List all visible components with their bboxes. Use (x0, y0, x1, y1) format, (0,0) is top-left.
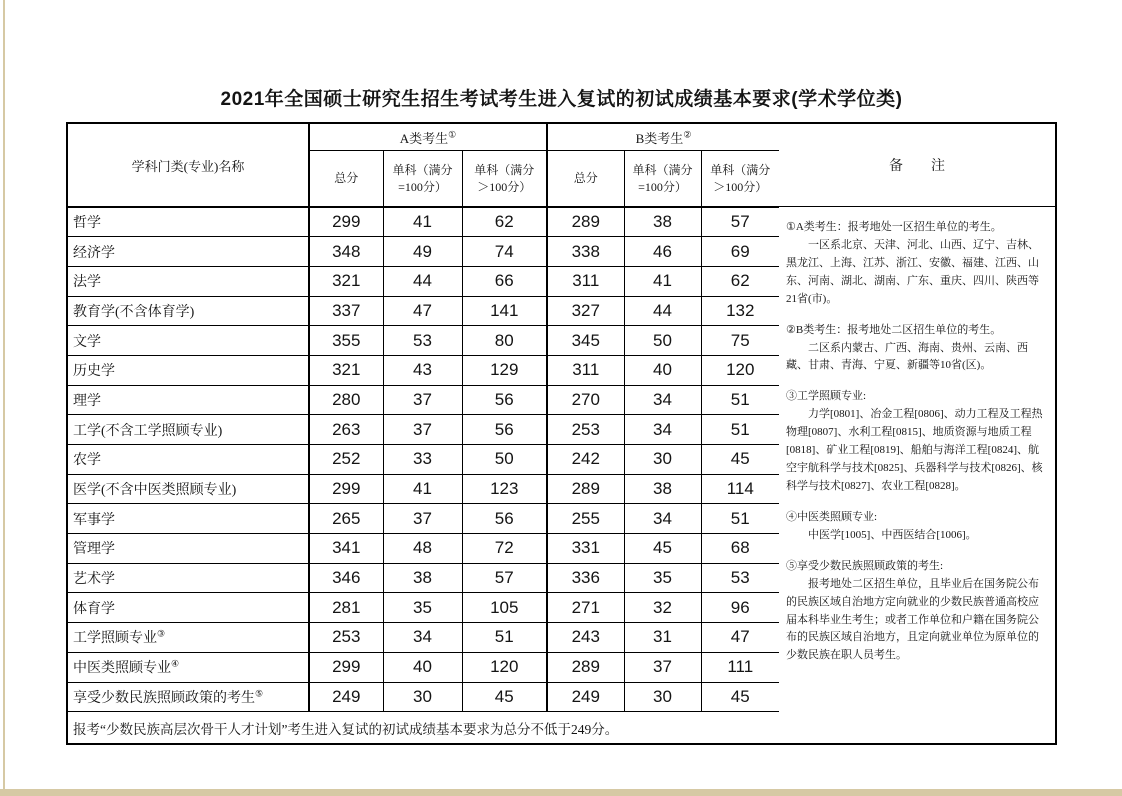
subject-name: 艺术学 (67, 563, 309, 593)
note-block-1 (786, 219, 1047, 309)
score-value: 74 (462, 237, 547, 267)
table-row (67, 652, 780, 682)
score-value: 289 (547, 474, 624, 504)
score-value: 114 (701, 474, 780, 504)
col-header-b-total: 总分 (547, 151, 624, 208)
score-value: 38 (624, 207, 701, 237)
table-row (67, 623, 780, 653)
col-header-a-total: 总分 (309, 151, 383, 208)
score-value: 56 (462, 504, 547, 534)
score-value: 270 (547, 385, 624, 415)
score-value: 327 (547, 296, 624, 326)
score-value: 30 (624, 682, 701, 712)
group-a-header (309, 123, 547, 151)
note-title: ③工学照顾专业: (786, 390, 867, 403)
score-value: 37 (383, 415, 462, 445)
score-value: 53 (701, 563, 780, 593)
table-row (67, 445, 780, 475)
page-edge-line-left (3, 0, 5, 796)
col-header-a-single100: 单科（满分 =100分） (383, 151, 462, 208)
score-value: 46 (624, 237, 701, 267)
subject-name: 享受少数民族照顾政策的考生⑤ (67, 682, 309, 712)
table-row (67, 593, 780, 623)
score-value: 66 (462, 266, 547, 296)
score-value: 57 (701, 207, 780, 237)
score-value: 50 (624, 326, 701, 356)
score-value: 32 (624, 593, 701, 623)
note-block-4 (786, 509, 1047, 545)
score-table (66, 122, 781, 745)
note-block-2 (786, 322, 1047, 376)
col-header-b-single100: 单科（满分 =100分） (624, 151, 701, 208)
table-row (67, 355, 780, 385)
table-row (67, 682, 780, 712)
note-text: 一区系北京、天津、河北、山西、辽宁、吉林、黑龙江、上海、江苏、浙江、安徽、福建、江西、山东、河南、湖北、湖南、广东、重庆、四川、陕西等21省(市)。 (786, 238, 1039, 305)
score-value: 62 (701, 266, 780, 296)
subject-name: 医学(不含中医类照顾专业) (67, 474, 309, 504)
group-b-label: B类考生 (635, 130, 684, 146)
score-value: 34 (383, 623, 462, 653)
score-value: 51 (701, 504, 780, 534)
score-value: 51 (701, 385, 780, 415)
subject-name: 经济学 (67, 237, 309, 267)
score-value: 47 (701, 623, 780, 653)
score-value: 30 (624, 445, 701, 475)
col-header-b-single-over100: 单科（满分 ＞100分） (701, 151, 780, 208)
score-value: 263 (309, 415, 383, 445)
score-value: 321 (309, 355, 383, 385)
score-value: 289 (547, 652, 624, 682)
table-row (67, 385, 780, 415)
score-value: 265 (309, 504, 383, 534)
score-value: 37 (624, 652, 701, 682)
score-value: 72 (462, 534, 547, 564)
subject-name: 管理学 (67, 534, 309, 564)
score-value: 41 (624, 266, 701, 296)
score-value: 129 (462, 355, 547, 385)
remark-header: 备 注 (779, 124, 1055, 207)
score-table-header (67, 123, 780, 207)
score-value: 348 (309, 237, 383, 267)
score-value: 132 (701, 296, 780, 326)
footnote-marker: ⑤ (255, 688, 264, 699)
score-value: 34 (624, 385, 701, 415)
score-value: 80 (462, 326, 547, 356)
score-value: 57 (462, 563, 547, 593)
score-value: 69 (701, 237, 780, 267)
table-row (67, 534, 780, 564)
note-block-3 (786, 388, 1047, 496)
note-block-5 (786, 558, 1047, 666)
table-row (67, 504, 780, 534)
score-value: 289 (547, 207, 624, 237)
score-value: 338 (547, 237, 624, 267)
footer-row (67, 712, 780, 745)
score-value: 68 (701, 534, 780, 564)
score-value: 51 (701, 415, 780, 445)
subject-name: 文学 (67, 326, 309, 356)
subject-name: 理学 (67, 385, 309, 415)
subject-name: 军事学 (67, 504, 309, 534)
score-value: 45 (462, 682, 547, 712)
table-row (67, 266, 780, 296)
score-value: 120 (701, 355, 780, 385)
score-value: 44 (624, 296, 701, 326)
score-value: 321 (309, 266, 383, 296)
score-value: 45 (701, 445, 780, 475)
score-value: 40 (624, 355, 701, 385)
score-value: 41 (383, 474, 462, 504)
score-value: 31 (624, 623, 701, 653)
score-value: 53 (383, 326, 462, 356)
score-value: 123 (462, 474, 547, 504)
minority-plan-note: 报考“少数民族高层次骨干人才计划”考生进入复试的初试成绩基本要求为总分不低于249分。 (67, 712, 780, 745)
table-row (67, 415, 780, 445)
score-value: 120 (462, 652, 547, 682)
score-value: 48 (383, 534, 462, 564)
score-value: 35 (383, 593, 462, 623)
score-value: 242 (547, 445, 624, 475)
subject-name: 法学 (67, 266, 309, 296)
score-value: 34 (624, 415, 701, 445)
table-row (67, 474, 780, 504)
note-title: ②B类考生：报考地处二区招生单位的考生。 (786, 323, 1002, 336)
score-value: 299 (309, 207, 383, 237)
score-value: 253 (547, 415, 624, 445)
score-value: 56 (462, 385, 547, 415)
score-value: 50 (462, 445, 547, 475)
score-value: 44 (383, 266, 462, 296)
score-value: 341 (309, 534, 383, 564)
score-value: 75 (701, 326, 780, 356)
note-text: 力学[0801]、冶金工程[0806]、动力工程及工程热物理[0807]、水利工程[0815]、地质资源与地质工程[0818]、矿业工程[0819]、船舶与海洋工程[0824]、航空宇航科学与技术[0825]、兵器科学与技术[0826]、核科学与技术[0827]、农业工程[0828]。 (786, 408, 1043, 492)
subject-name: 哲学 (67, 207, 309, 237)
note-title: ⑤享受少数民族照顾政策的考生: (786, 559, 944, 572)
subject-name: 体育学 (67, 593, 309, 623)
table-row (67, 207, 780, 237)
score-value: 38 (383, 563, 462, 593)
score-value: 56 (462, 415, 547, 445)
score-value: 38 (624, 474, 701, 504)
score-value: 249 (547, 682, 624, 712)
table-row (67, 296, 780, 326)
score-value: 253 (309, 623, 383, 653)
note-title: ④中医类照顾专业: (786, 510, 878, 523)
note-title: ①A类考生：报考地处一区招生单位的考生。 (786, 221, 1002, 233)
score-value: 141 (462, 296, 547, 326)
score-value: 271 (547, 593, 624, 623)
score-value: 45 (624, 534, 701, 564)
score-value: 30 (383, 682, 462, 712)
subject-name: 工学(不含工学照顾专业) (67, 415, 309, 445)
score-value: 37 (383, 504, 462, 534)
score-value: 280 (309, 385, 383, 415)
footnote-marker: ③ (157, 628, 166, 639)
col-header-a-single-over100: 单科（满分 ＞100分） (462, 151, 547, 208)
score-value: 299 (309, 652, 383, 682)
note-text: 报考地处二区招生单位，且毕业后在国务院公布的民族区域自治地方定向就业的少数民族普通高校应届本科毕业生考生；或者工作单位和户籍在国务院公布的民族区域自治地方，且定向就业单位为原单位的少数民族在职人员考生。 (786, 577, 1039, 662)
subject-name: 历史学 (67, 355, 309, 385)
score-value: 51 (462, 623, 547, 653)
remark-column (779, 122, 1057, 745)
note-text: 中医学[1005]、中西医结合[1006]。 (808, 528, 977, 541)
score-value: 281 (309, 593, 383, 623)
subject-name: 教育学(不含体育学) (67, 296, 309, 326)
footnote-marker-1: ① (448, 129, 457, 140)
table-row (67, 326, 780, 356)
score-value: 37 (383, 385, 462, 415)
score-value: 47 (383, 296, 462, 326)
score-value: 345 (547, 326, 624, 356)
header-row-groups (67, 123, 780, 151)
score-value: 43 (383, 355, 462, 385)
score-value: 346 (309, 563, 383, 593)
page-title: 2021年全国硕士研究生招生考试考生进入复试的初试成绩基本要求(学术学位类) (220, 89, 903, 110)
score-value: 96 (701, 593, 780, 623)
score-value: 41 (383, 207, 462, 237)
score-value: 336 (547, 563, 624, 593)
group-a-label: A类考生 (399, 130, 449, 146)
footnote-marker-2: ② (683, 129, 692, 140)
subject-column-header: 学科门类(专业)名称 (67, 123, 309, 207)
score-value: 105 (462, 593, 547, 623)
score-value: 45 (701, 682, 780, 712)
score-value: 299 (309, 474, 383, 504)
table-row (67, 563, 780, 593)
score-value: 33 (383, 445, 462, 475)
score-table-footer (67, 712, 780, 745)
score-value: 243 (547, 623, 624, 653)
score-value: 311 (547, 355, 624, 385)
note-text: 二区系内蒙古、广西、海南、贵州、云南、西藏、甘肃、青海、宁夏、新疆等10省(区)。 (786, 341, 1028, 372)
score-value: 249 (309, 682, 383, 712)
score-value: 331 (547, 534, 624, 564)
score-value: 111 (701, 652, 780, 682)
subject-name: 中医类照顾专业④ (67, 652, 309, 682)
score-value: 34 (624, 504, 701, 534)
score-value: 255 (547, 504, 624, 534)
subject-name: 农学 (67, 445, 309, 475)
footnote-marker: ④ (171, 658, 180, 669)
score-value: 337 (309, 296, 383, 326)
remark-notes (779, 207, 1055, 665)
subject-name: 工学照顾专业③ (67, 623, 309, 653)
table-row (67, 237, 780, 267)
score-table-body (67, 207, 780, 712)
score-value: 35 (624, 563, 701, 593)
score-value: 62 (462, 207, 547, 237)
page-edge-line-bottom (0, 789, 1122, 796)
score-value: 252 (309, 445, 383, 475)
score-value: 355 (309, 326, 383, 356)
score-value: 311 (547, 266, 624, 296)
score-value: 40 (383, 652, 462, 682)
score-value: 49 (383, 237, 462, 267)
group-b-header (547, 123, 780, 151)
